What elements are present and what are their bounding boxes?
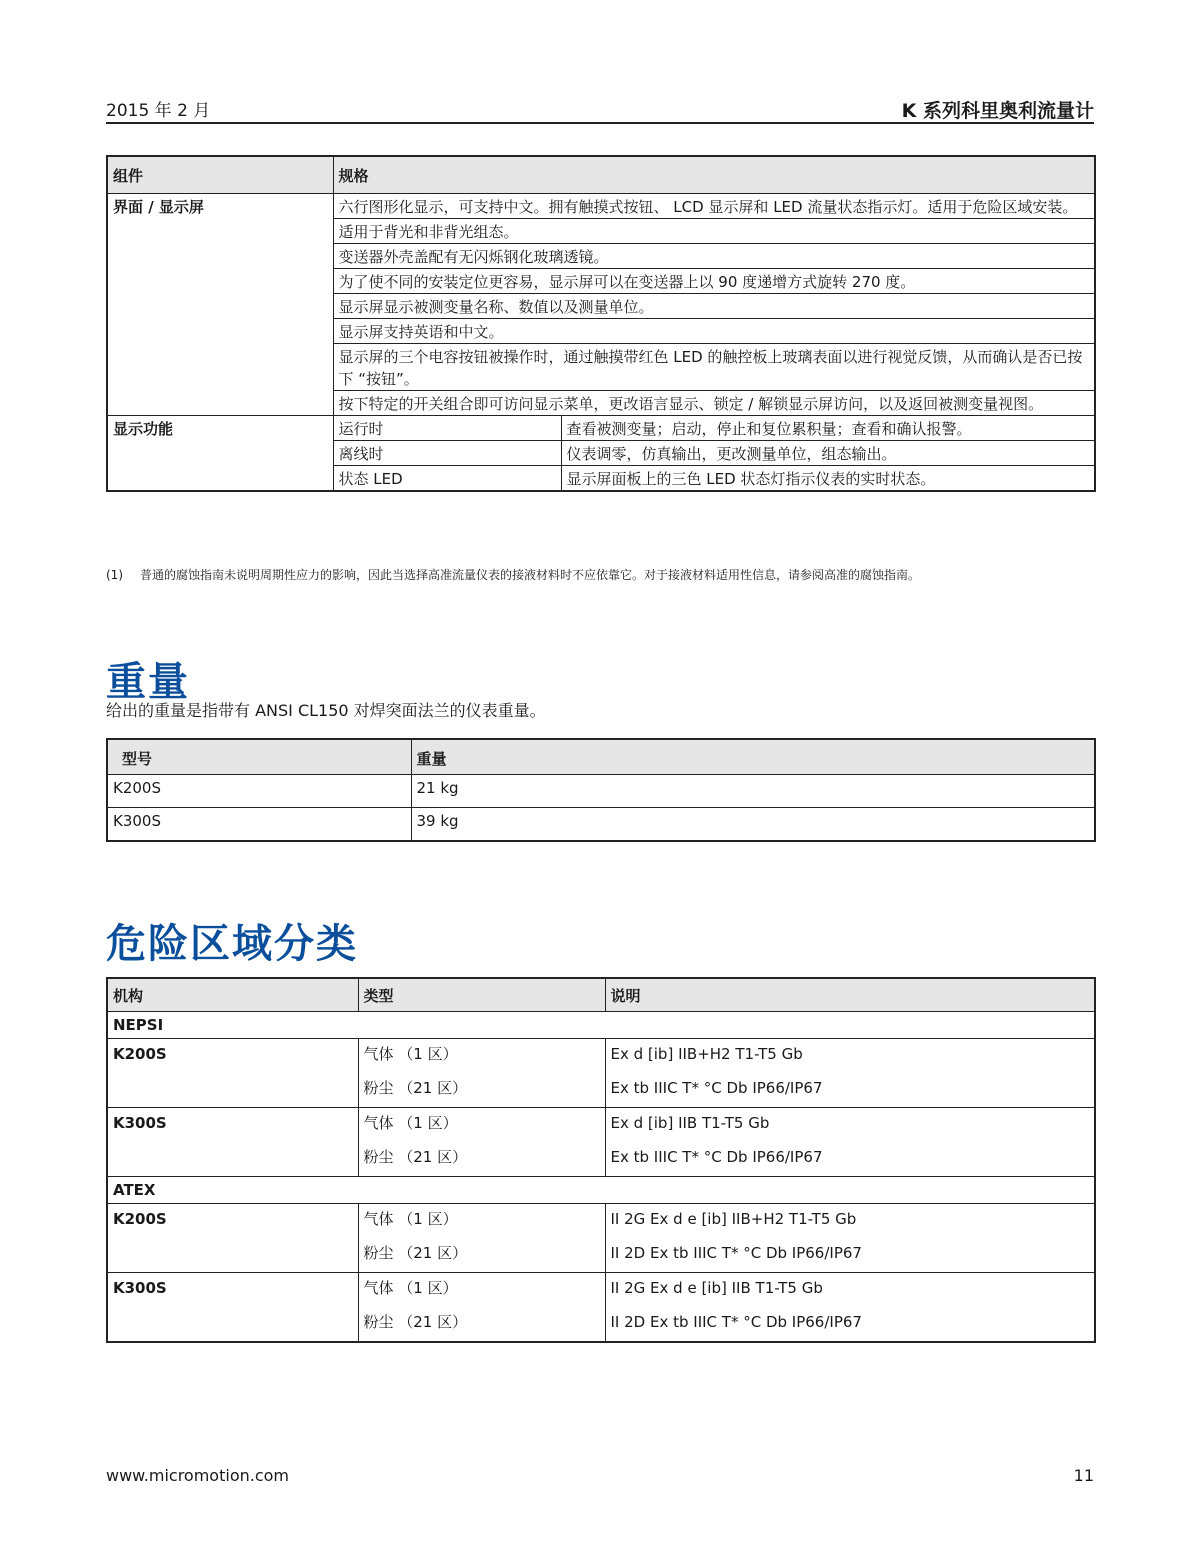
interface-item: 六行图形化显示，可支持中文。拥有触摸式按钮、 LCD 显示屏和 LED 流量状态指示灯。适用于危险区域安装。 [333,194,1095,219]
footnote-text: 普通的腐蚀指南未说明周期性应力的影响，因此当选择高准流量仪表的接液材料时不应依靠它。对于接液材料适用性信息，请参阅高准的腐蚀指南。 [140,568,921,582]
type-cell: 气体 （1 区） [358,1039,605,1072]
desc-cell: Ex tb IIIC T* °C Db IP66/IP67 [605,1140,1095,1177]
interface-item: 为了使不同的安装定位更容易，显示屏可以在变送器上以 90 度递增方式旋转 270 度。 [333,269,1095,294]
col-model: 型号 [107,739,411,775]
agency-label: NEPSI [107,1012,1095,1039]
interface-item: 显示屏显示被测变量名称、数值以及测量单位。 [333,294,1095,319]
model-cell: K300S [107,808,411,842]
footnote [106,566,920,583]
header-title: K 系列科里奥利流量计 [901,100,1094,122]
display-desc: 查看被测变量；启动，停止和复位累积量；查看和确认报警。 [561,416,1095,441]
desc-cell: II 2G Ex d e [ib] IIB T1-T5 Gb [605,1273,1095,1306]
table-row [107,1273,1095,1306]
display-mode: 运行时 [333,416,561,441]
hazard-section-title: 危险区域分类 [106,921,358,967]
table-row [107,775,1095,808]
spec-row [107,416,1095,441]
display-mode: 离线时 [333,441,561,466]
type-cell: 粉尘 （21 区） [358,1071,605,1108]
agency-label: ATEX [107,1177,1095,1204]
type-cell: 粉尘 （21 区） [358,1236,605,1273]
footnote-number: (1) [106,568,123,582]
display-desc: 显示屏面板上的三色 LED 状态灯指示仪表的实时状态。 [561,466,1095,492]
weight-cell: 39 kg [411,808,1095,842]
desc-cell: Ex d [ib] IIB T1-T5 Gb [605,1108,1095,1141]
model-cell: K200S [107,1204,358,1273]
type-cell: 粉尘 （21 区） [358,1305,605,1342]
interface-item: 显示屏的三个电容按钮被操作时，通过触摸带红色 LED 的触控板上玻璃表面以进行视觉反馈，从而确认是否已按下 “按钮”。 [333,344,1095,391]
desc-cell: II 2D Ex tb IIIC T* °C Db IP66/IP67 [605,1236,1095,1273]
display-desc: 仪表调零，仿真输出，更改测量单位，组态输出。 [561,441,1095,466]
type-cell: 气体 （1 区） [358,1204,605,1237]
header-date: 2015 年 2 月 [106,101,211,121]
hazard-header-row [107,978,1095,1012]
table-row [107,1204,1095,1237]
spec-row [107,194,1095,219]
model-cell: K300S [107,1108,358,1177]
model-cell: K300S [107,1273,358,1343]
type-cell: 粉尘 （21 区） [358,1140,605,1177]
display-label: 显示功能 [107,416,333,492]
spec-header-row [107,156,1095,194]
desc-cell: Ex tb IIIC T* °C Db IP66/IP67 [605,1071,1095,1108]
weight-section-intro: 给出的重量是指带有 ANSI CL150 对焊突面法兰的仪表重量。 [106,701,546,720]
col-spec: 规格 [333,156,1095,194]
interface-item: 变送器外壳盖配有无闪烁钢化玻璃透镜。 [333,244,1095,269]
weight-header-row [107,739,1095,775]
type-cell: 气体 （1 区） [358,1108,605,1141]
header-rule [106,122,1094,124]
table-row [107,1108,1095,1141]
col-agency: 机构 [107,978,358,1012]
weight-cell: 21 kg [411,775,1095,808]
table-row [107,808,1095,842]
footer-url[interactable]: www.micromotion.com [106,1466,289,1485]
interface-item: 适用于背光和非背光组态。 [333,219,1095,244]
weight-section-title: 重量 [106,659,190,705]
agency-row [107,1177,1095,1204]
weight-table [106,738,1096,842]
col-desc: 说明 [605,978,1095,1012]
page-number: 11 [1073,1466,1094,1485]
model-cell: K200S [107,1039,358,1108]
col-type: 类型 [358,978,605,1012]
spec-table [106,155,1096,492]
type-cell: 气体 （1 区） [358,1273,605,1306]
desc-cell: Ex d [ib] IIB+H2 T1-T5 Gb [605,1039,1095,1072]
hazard-table [106,977,1096,1343]
col-weight: 重量 [411,739,1095,775]
interface-item: 按下特定的开关组合即可访问显示菜单，更改语言显示、锁定 / 解锁显示屏访问，以及返回被测变量视图。 [333,391,1095,416]
desc-cell: II 2D Ex tb IIIC T* °C Db IP66/IP67 [605,1305,1095,1342]
agency-row [107,1012,1095,1039]
table-row [107,1039,1095,1072]
desc-cell: II 2G Ex d e [ib] IIB+H2 T1-T5 Gb [605,1204,1095,1237]
interface-item: 显示屏支持英语和中文。 [333,319,1095,344]
interface-label: 界面 / 显示屏 [107,194,333,416]
col-component: 组件 [107,156,333,194]
model-cell: K200S [107,775,411,808]
display-mode: 状态 LED [333,466,561,492]
